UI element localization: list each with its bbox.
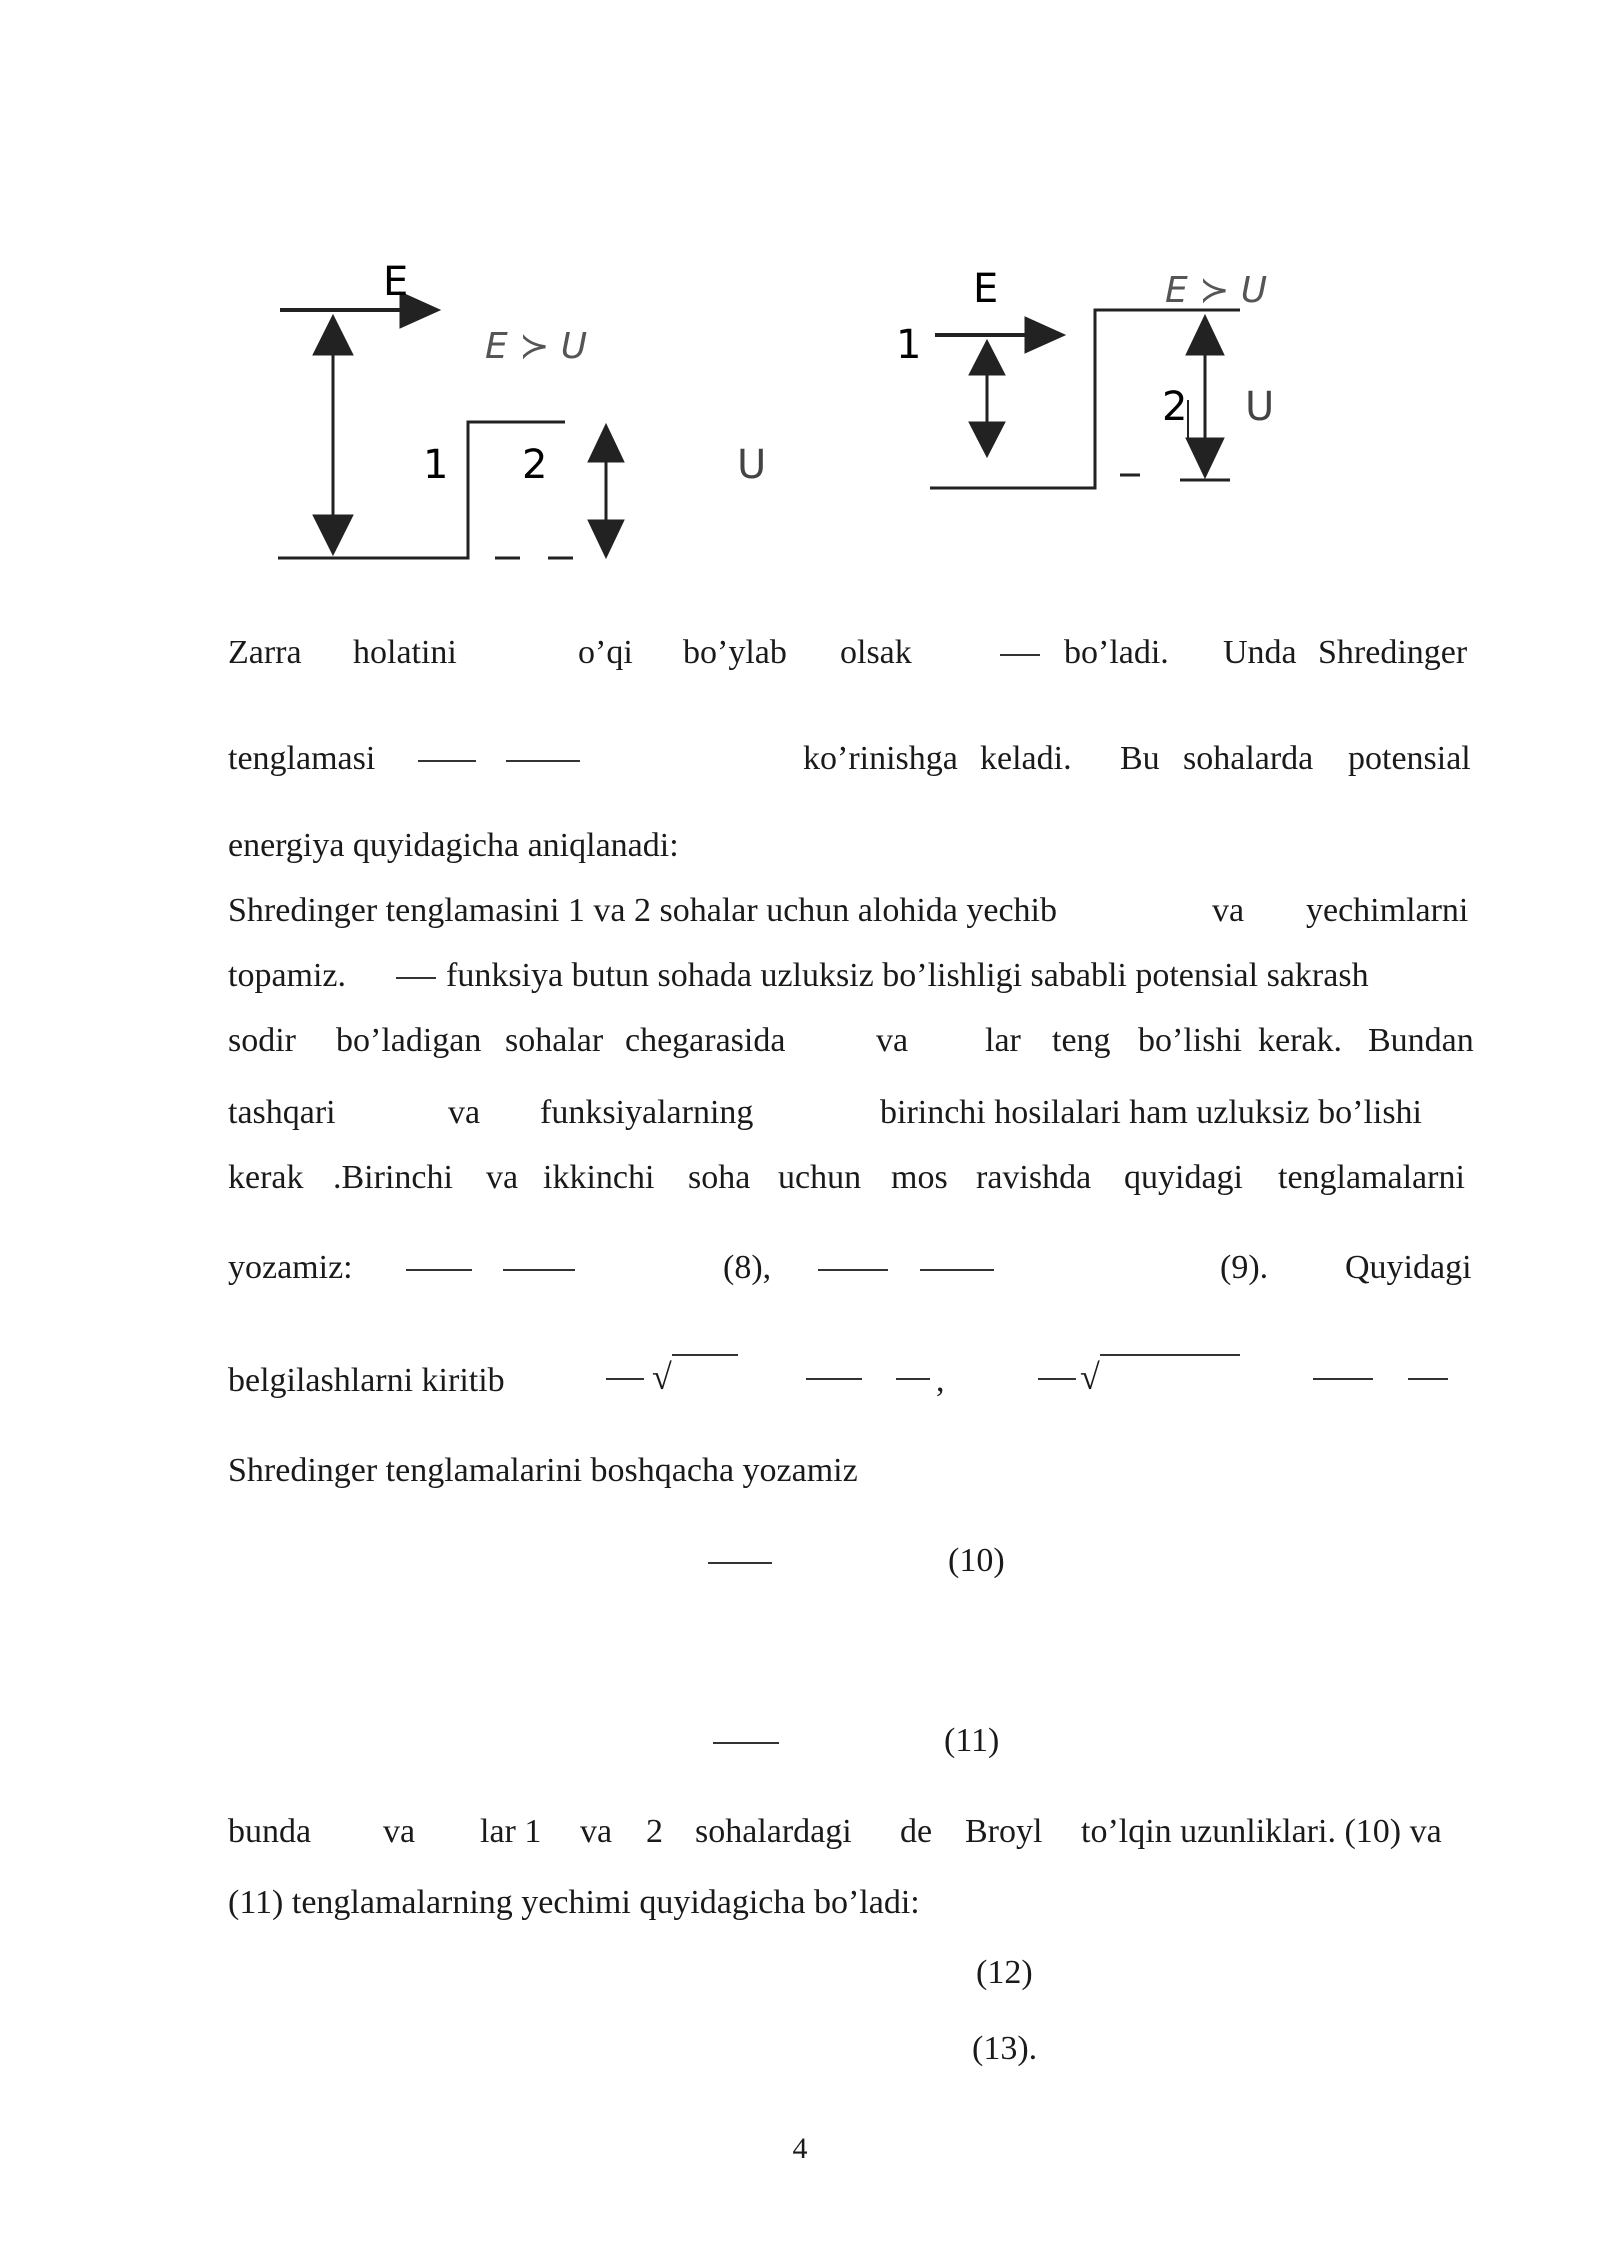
down-arrow-icon	[588, 520, 624, 558]
word: keladi.	[980, 740, 1072, 777]
word: bo’ladigan	[336, 1022, 482, 1059]
word: holatini	[353, 634, 457, 671]
equation-number-12: (12)	[976, 1954, 1033, 1991]
down-arrow-icon	[1186, 438, 1224, 478]
page-number: 4	[792, 2132, 808, 2165]
word: 2	[646, 1813, 663, 1850]
fraction-bar	[896, 1378, 930, 1380]
text-span: to’lqin uzunliklari. (10) va	[1081, 1813, 1442, 1850]
word: sohalardagi	[695, 1813, 852, 1850]
up-arrow-icon	[969, 340, 1005, 375]
right-region-1-label: 1	[896, 322, 922, 368]
word: Bundan	[1368, 1022, 1474, 1059]
left-E-label: E	[383, 259, 409, 305]
sqrt-icon: √	[1080, 1357, 1100, 1397]
text-span: (11) tenglamalarning yechimi quyidagicha bo’ladi:	[228, 1884, 920, 1921]
down-arrow-icon	[969, 422, 1005, 457]
word: Bu	[1120, 740, 1160, 777]
right-E-label: E	[973, 266, 999, 312]
fraction-bar	[708, 1562, 772, 1564]
text-span: energiya quyidagicha aniqlanadi:	[228, 827, 679, 864]
word: lar 1	[480, 1813, 542, 1850]
sqrt-icon: √	[652, 1357, 672, 1397]
word: kerak	[228, 1159, 304, 1196]
up-arrow-icon	[313, 315, 353, 355]
word: ko’rinishga	[803, 740, 958, 777]
word: bo’lishi	[1138, 1022, 1242, 1059]
sqrt-bar	[1100, 1354, 1240, 1356]
word: sodir	[228, 1022, 296, 1059]
sqrt-bar	[672, 1354, 738, 1356]
up-arrow-icon	[588, 424, 624, 462]
word: Broyl	[965, 1813, 1043, 1850]
equation-number-9: (9).	[1220, 1249, 1269, 1286]
word: va	[580, 1813, 613, 1850]
fraction-bar	[396, 977, 436, 979]
fraction-bar	[920, 1269, 994, 1271]
fraction-bar	[606, 1378, 644, 1380]
text-span: belgilashlarni kiritib	[228, 1362, 505, 1399]
left-region-2-label: 2	[522, 442, 548, 488]
equation-number-11: (11)	[944, 1722, 1000, 1759]
left-condition-label: E ≻ U	[485, 326, 588, 367]
right-diagram	[930, 310, 1240, 488]
word: kerak.	[1258, 1022, 1343, 1059]
fraction-bar	[503, 1269, 575, 1271]
word: potensial	[1348, 740, 1471, 777]
fraction-bar	[406, 1269, 472, 1271]
energy-arrow-icon	[1025, 317, 1065, 353]
word: .Birinchi	[333, 1159, 453, 1196]
word: soha	[688, 1159, 751, 1196]
text-span: funksiya butun sohada uzluksiz bo’lishligi sababli potensial sakrash	[446, 957, 1369, 994]
word: teng	[1052, 1022, 1111, 1059]
word: va	[876, 1022, 909, 1059]
word: va	[486, 1159, 519, 1196]
fraction-bar	[1000, 654, 1040, 656]
word: va	[1212, 892, 1245, 929]
word: Unda	[1223, 634, 1297, 671]
word: Zarra	[228, 634, 302, 671]
word: yechimlarni	[1306, 892, 1469, 929]
fraction-bar	[1408, 1378, 1448, 1380]
word: funksiyalarning	[540, 1094, 754, 1131]
fraction-bar	[1038, 1378, 1076, 1380]
text-span: birinchi hosilalari ham uzluksiz bo’lishi	[880, 1094, 1423, 1131]
left-region-1-label: 1	[423, 442, 449, 488]
comma: ,	[936, 1362, 945, 1399]
word: bo’ylab	[683, 634, 787, 671]
word: yozamiz:	[228, 1249, 353, 1286]
word: de	[900, 1813, 933, 1850]
left-U-label: U	[737, 442, 767, 488]
right-condition-label: E ≻ U	[1165, 270, 1268, 311]
text-span: Shredinger tenglamasini 1 va 2 sohalar uchun alohida yechib	[228, 892, 1057, 929]
fraction-bar	[1313, 1378, 1373, 1380]
fraction-bar	[418, 760, 476, 762]
word: ravishda	[976, 1159, 1092, 1196]
up-arrow-icon	[1186, 315, 1224, 355]
right-region-2-label: 2	[1162, 384, 1188, 430]
equation-number-8: (8),	[723, 1249, 772, 1286]
word: bo’ladi.	[1064, 634, 1169, 671]
potential-step-figure	[240, 240, 1320, 580]
word: ikkinchi	[543, 1159, 655, 1196]
word: tashqari	[228, 1094, 336, 1131]
word: lar	[985, 1022, 1021, 1059]
word: o’qi	[578, 634, 633, 671]
fraction-bar	[713, 1742, 779, 1744]
text-span: Shredinger tenglamalarini boshqacha yozamiz	[228, 1452, 858, 1489]
word: topamiz.	[228, 957, 347, 994]
fraction-bar	[818, 1269, 888, 1271]
word: tenglamalarni	[1278, 1159, 1465, 1196]
fraction-bar	[506, 760, 580, 762]
word: olsak	[840, 634, 912, 671]
word: bunda	[228, 1813, 312, 1850]
word: quyidagi	[1124, 1159, 1243, 1196]
potential-step-diagram	[240, 240, 1320, 580]
equation-number-13: (13).	[972, 2030, 1038, 2067]
word: tenglamasi	[228, 740, 376, 777]
down-arrow-icon	[313, 515, 353, 555]
equation-number-10: (10)	[948, 1542, 1005, 1579]
word: sohalar	[505, 1022, 604, 1059]
word: uchun	[778, 1159, 862, 1196]
word: sohalarda	[1183, 740, 1314, 777]
word: va	[448, 1094, 481, 1131]
word: mos	[891, 1159, 948, 1196]
word: Shredinger	[1318, 634, 1468, 671]
fraction-bar	[806, 1378, 862, 1380]
right-U-label: U	[1245, 384, 1275, 430]
word: chegarasida	[625, 1022, 786, 1059]
word: Quyidagi	[1345, 1249, 1472, 1286]
word: va	[383, 1813, 416, 1850]
